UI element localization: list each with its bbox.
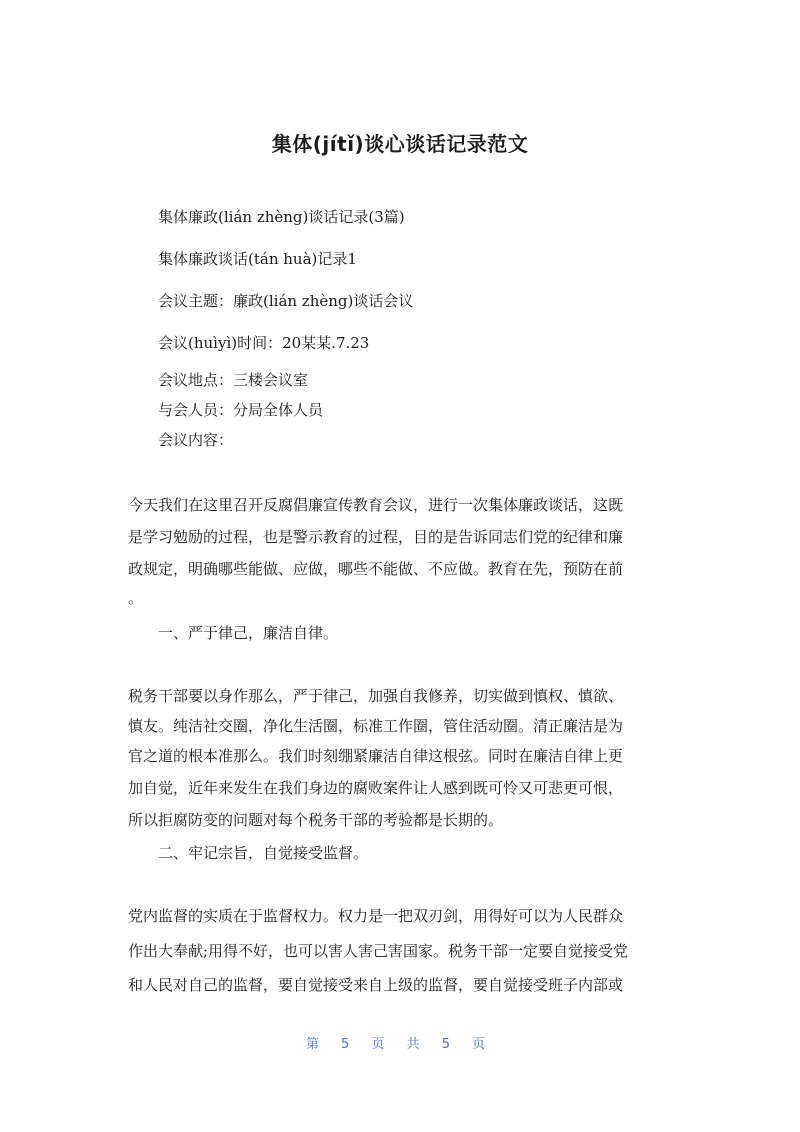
paragraph-line: 所以拒腐防变的问题对每个税务干部的考验都是长期的。 <box>128 811 504 829</box>
paragraph-line: 官之道的根本准那么。我们时刻绷紧廉洁自律这根弦。同时在廉洁自律上更 <box>128 747 624 765</box>
paragraph-line: 加自觉，近年来发生在我们身边的腐败案件让人感到既可怜又可悲更可恨， <box>128 779 624 797</box>
paragraph-line: 慎友。纯洁社交圈，净化生活圈，标准工作圈，管住活动圈。清正廉洁是为 <box>128 717 624 735</box>
paragraph-line: 和人民对自己的监督，要自觉接受来自上级的监督，要自觉接受班子内部或 <box>128 976 624 994</box>
header-line: 会议主题：廉政(lián zhèng)谈话会议 <box>158 292 414 310</box>
paragraph-line: 税务干部要以身作那么，严于律己，加强自我修养，切实做到慎权、慎欲、 <box>128 687 624 705</box>
section-heading: 一、严于律己，廉洁自律。 <box>158 624 339 642</box>
header-line: 会议地点：三楼会议室 <box>158 371 309 389</box>
section-heading: 二、牢记宗旨，自觉接受监督。 <box>158 844 369 862</box>
paragraph-line: 是学习勉励的过程，也是警示教育的过程，目的是告诉同志们党的纪律和廉 <box>128 528 624 546</box>
paragraph-line: 作出大奉献;用得不好，也可以害人害己害国家。税务干部一定要自觉接受党 <box>128 942 629 960</box>
paragraph-line: 。 <box>128 589 144 607</box>
paragraph-line: 今天我们在这里召开反腐倡廉宣传教育会议，进行一次集体廉政谈话，这既 <box>128 496 624 514</box>
header-line: 与会人员：分局全体人员 <box>158 401 324 419</box>
paragraph-line: 政规定，明确哪些能做、应做，哪些不能做、不应做。教育在先，预防在前 <box>128 560 624 578</box>
page-number-footer: 第 5 页 共 5 页 <box>305 1037 495 1052</box>
header-line: 会议内容： <box>158 431 234 449</box>
document-title: 集体(jítǐ)谈心谈话记录范文 <box>271 132 529 156</box>
paragraph-line: 党内监督的实质在于监督权力。权力是一把双刃剑，用得好可以为人民群众 <box>128 907 624 925</box>
header-line: 会议(huìyì)时间：20某某.7.23 <box>158 334 370 352</box>
header-line: 集体廉政(lián zhèng)谈话记录(3篇) <box>158 208 405 226</box>
header-line: 集体廉政谈话(tán huà)记录1 <box>158 250 357 268</box>
